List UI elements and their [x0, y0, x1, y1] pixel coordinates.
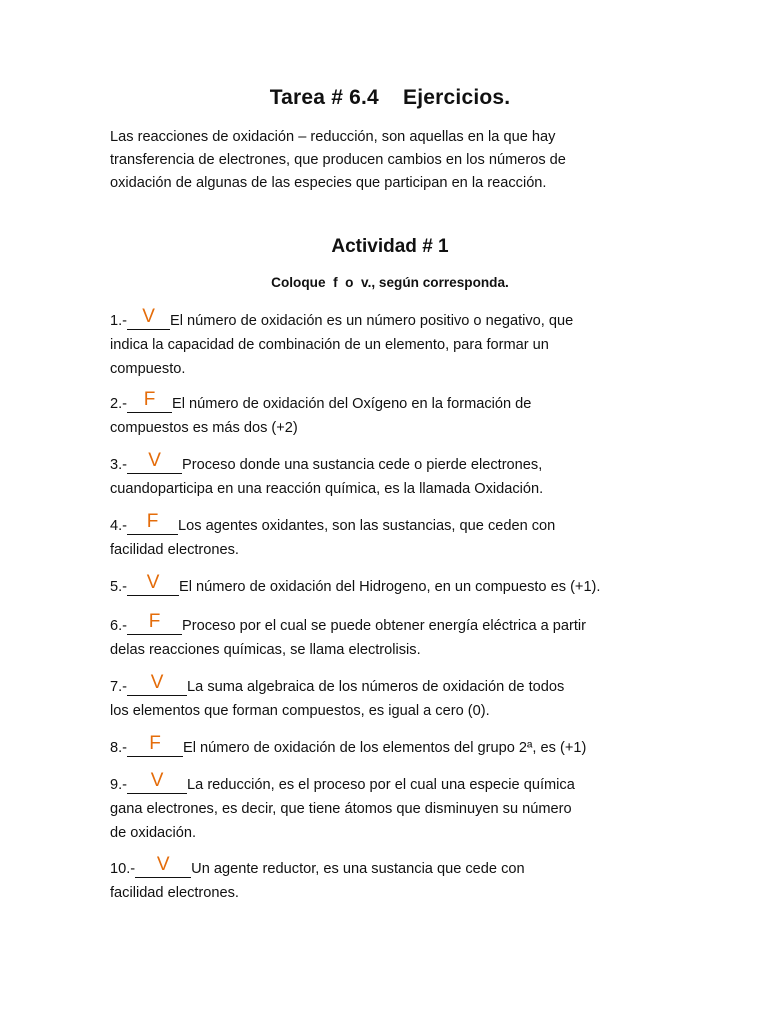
exercise-line: de oxidación.	[110, 825, 197, 841]
exercise-line	[110, 854, 655, 881]
exercise-number: 7.-	[110, 679, 128, 695]
exercise-number: 8.-	[110, 740, 128, 756]
answer-blank[interactable]	[127, 770, 187, 794]
exercise-text: El número de oxidación es un número positivo o negativo, que	[170, 313, 574, 329]
exercise-text: Proceso donde una sustancia cede o pierde electrones,	[182, 457, 543, 473]
exercise-item-2	[110, 389, 655, 440]
exercise-line: delas reacciones químicas, se llama electrolisis.	[110, 642, 421, 658]
answer-mark: V	[146, 572, 160, 593]
intro-line: transferencia de electrones, que producen cambios en los números de	[110, 152, 566, 168]
answer-blank[interactable]	[127, 611, 182, 635]
exercise-line	[110, 389, 655, 416]
answer-blank[interactable]	[127, 672, 187, 696]
answer-mark: F	[146, 511, 159, 532]
exercise-line: facilidad electrones.	[110, 885, 239, 901]
exercise-line: los elementos que forman compuestos, es igual a cero (0).	[110, 703, 490, 719]
exercise-number: 2.-	[110, 396, 128, 412]
answer-blank[interactable]	[127, 733, 183, 757]
answer-blank[interactable]	[127, 572, 179, 596]
intro-line: Las reacciones de oxidación – reducción, son aquellas en la que hay	[110, 129, 556, 145]
exercise-line	[110, 306, 655, 333]
exercise-item-8	[110, 733, 655, 760]
exercise-text: La reducción, es el proceso por el cual una especie química	[187, 777, 575, 793]
instruction-text: Coloque f o v., según corresponda.	[271, 275, 509, 290]
intro-line: oxidación de algunas de las especies que participan en la reacción.	[110, 175, 547, 191]
exercise-number: 6.-	[110, 618, 128, 634]
exercise-number: 1.-	[110, 313, 128, 329]
answer-blank[interactable]	[127, 306, 170, 330]
exercise-number: 10.-	[110, 861, 136, 877]
exercise-item-10	[110, 854, 655, 905]
exercise-text: El número de oxidación del Hidrogeno, en un compuesto es (+1).	[179, 579, 601, 595]
exercise-number: 4.-	[110, 518, 128, 534]
answer-mark: V	[156, 854, 170, 875]
exercise-line: compuesto.	[110, 361, 186, 377]
answer-mark: V	[150, 672, 164, 693]
answer-blank[interactable]	[135, 854, 191, 878]
exercise-number: 9.-	[110, 777, 128, 793]
exercise-line	[110, 733, 655, 760]
exercise-item-6	[110, 611, 655, 662]
answer-mark: V	[142, 306, 155, 327]
activity-title: Actividad # 1	[331, 236, 449, 257]
exercise-item-9	[110, 770, 655, 845]
answer-blank[interactable]	[127, 511, 178, 535]
exercise-text: Los agentes oxidantes, son las sustancias, que ceden con	[178, 518, 556, 534]
exercise-line	[110, 572, 655, 599]
exercise-item-5	[110, 572, 655, 599]
exercise-text: Proceso por el cual se puede obtener energía eléctrica a partir	[182, 618, 587, 634]
exercise-line: facilidad electrones.	[110, 542, 239, 558]
exercise-line: indica la capacidad de combinación de un elemento, para formar un	[110, 337, 549, 353]
intro-paragraph	[110, 126, 650, 195]
exercise-line	[110, 611, 655, 638]
exercise-line: cuandoparticipa en una reacción química, es la llamada Oxidación.	[110, 481, 544, 497]
exercise-item-7	[110, 672, 655, 723]
worksheet-page	[110, 0, 650, 1024]
exercise-text: La suma algebraica de los números de oxidación de todos	[187, 679, 565, 695]
answer-mark: F	[148, 611, 161, 632]
exercise-line	[110, 450, 655, 477]
answer-blank[interactable]	[127, 389, 172, 413]
exercise-item-4	[110, 511, 655, 562]
answer-mark: V	[150, 770, 164, 791]
exercise-text: El número de oxidación del Oxígeno en la formación de	[172, 396, 532, 412]
exercise-line	[110, 511, 655, 538]
page-title: Tarea # 6.4 Ejercicios.	[269, 86, 511, 109]
exercise-line: gana electrones, es decir, que tiene átomos que disminuyen su número	[110, 801, 572, 817]
exercise-line	[110, 672, 655, 699]
answer-mark: F	[143, 389, 156, 410]
exercise-line: compuestos es más dos (+2)	[110, 420, 298, 436]
exercise-item-1	[110, 306, 655, 381]
answer-blank[interactable]	[127, 450, 182, 474]
exercise-number: 3.-	[110, 457, 128, 473]
exercise-line	[110, 770, 655, 797]
answer-mark: V	[148, 450, 161, 471]
answer-mark: F	[149, 733, 161, 754]
exercise-item-3	[110, 450, 655, 501]
exercise-text: El número de oxidación de los elementos del grupo 2ª, es (+1)	[183, 740, 587, 756]
exercise-number: 5.-	[110, 579, 128, 595]
exercise-text: Un agente reductor, es una sustancia que cede con	[191, 861, 525, 877]
